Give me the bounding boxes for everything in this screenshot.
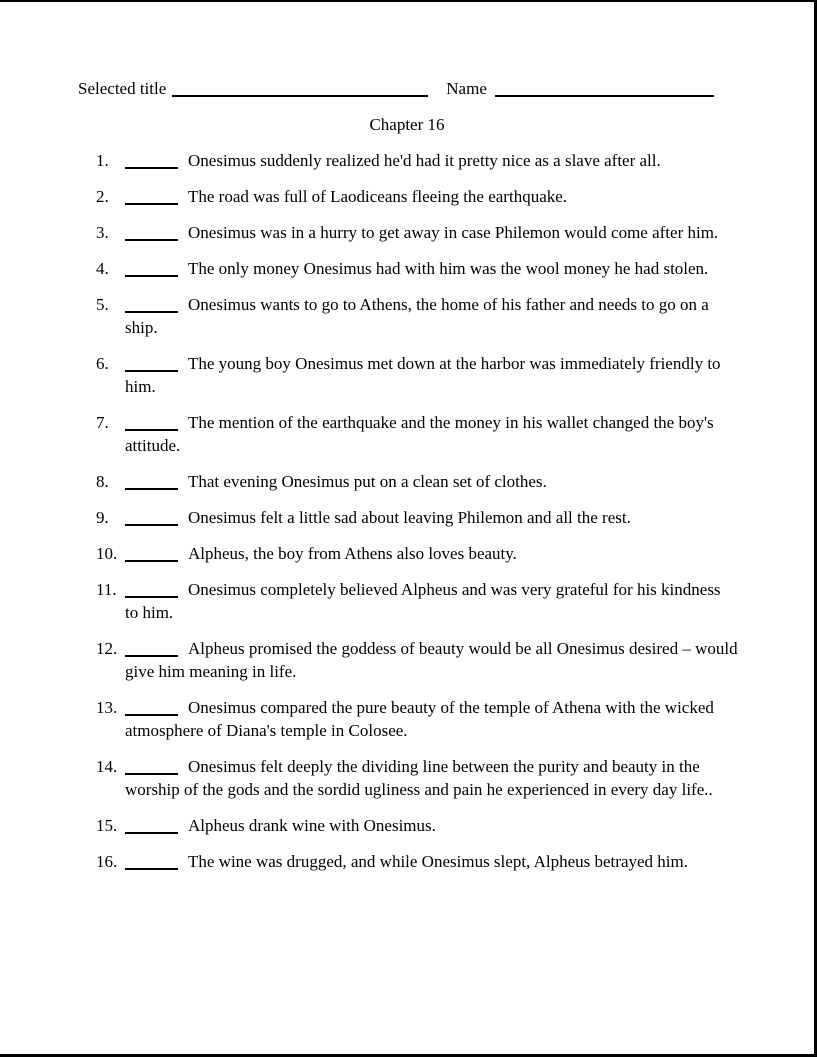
list-item [96,850,738,873]
item-number: 8. [96,472,109,491]
item-number: 11. [96,580,117,599]
item-number: 10. [96,544,118,563]
chapter-title: Chapter 16 [369,115,445,134]
selected-title-blank[interactable] [172,80,428,97]
list-item [96,293,738,339]
item-number: 4. [96,259,109,278]
item-number: 1. [96,151,109,170]
item-statement: The road was full of Laodiceans fleeing the earthquake. [188,187,568,206]
answer-blank[interactable] [125,545,178,562]
item-statement: The mention of the earthquake and the money in his wallet changed the boy's attitude. [125,413,714,455]
answer-blank[interactable] [125,758,178,775]
answer-blank[interactable] [125,355,178,372]
answer-blank[interactable] [125,853,178,870]
item-statement: Alpheus drank wine with Onesimus. [188,816,436,835]
list-item [96,637,738,683]
item-statement: Alpheus promised the goddess of beauty would be all Onesimus desired – would give him meaning in life. [125,639,738,681]
answer-blank[interactable] [125,509,178,526]
list-item [96,185,738,208]
item-number: 3. [96,223,109,242]
answer-blank[interactable] [125,260,178,277]
item-statement: Alpheus, the boy from Athens also loves beauty. [188,544,517,563]
selected-title-label: Selected title [78,79,167,98]
list-item [96,221,738,244]
list-item [96,352,738,398]
list-item [96,755,738,801]
item-statement: Onesimus compared the pure beauty of the temple of Athena with the wicked atmosphere of Diana's temple in Colosee. [125,698,714,740]
answer-blank[interactable] [125,581,178,598]
item-statement: Onesimus completely believed Alpheus and was very grateful for his kindness to him. [125,580,721,622]
list-item [96,411,738,457]
answer-blank[interactable] [125,296,178,313]
answer-blank[interactable] [125,224,178,241]
item-number: 9. [96,508,109,527]
answer-blank[interactable] [125,817,178,834]
answer-blank[interactable] [125,188,178,205]
list-item [96,149,738,172]
answer-blank[interactable] [125,699,178,716]
item-number: 15. [96,816,118,835]
item-statement: The young boy Onesimus met down at the harbor was immediately friendly to him. [125,354,721,396]
list-item [96,470,738,493]
item-statement: Onesimus suddenly realized he'd had it pretty nice as a slave after all. [188,151,661,170]
item-number: 14. [96,757,118,776]
item-number: 5. [96,295,109,314]
list-item [96,578,738,624]
answer-blank[interactable] [125,473,178,490]
list-item [96,506,738,529]
list-item [96,814,738,837]
answer-blank[interactable] [125,414,178,431]
list-item [96,542,738,565]
item-number: 12. [96,639,118,658]
name-label: Name [446,79,487,98]
header-row [78,77,814,100]
item-statement: Onesimus felt a little sad about leaving Philemon and all the rest. [188,508,631,527]
item-statement: That evening Onesimus put on a clean set of clothes. [188,472,547,491]
item-statement: The only money Onesimus had with him was the wool money he had stolen. [188,259,709,278]
item-number: 2. [96,187,109,206]
answer-blank[interactable] [125,640,178,657]
item-number: 6. [96,354,109,373]
item-statement: Onesimus wants to go to Athens, the home of his father and needs to go on a ship. [125,295,709,337]
item-number: 13. [96,698,118,717]
items-list [0,149,814,873]
item-number: 7. [96,413,109,432]
item-statement: Onesimus was in a hurry to get away in case Philemon would come after him. [188,223,719,242]
answer-blank[interactable] [125,152,178,169]
list-item [96,696,738,742]
item-statement: Onesimus felt deeply the dividing line between the purity and beauty in the worship of the gods and the sordid ugliness and pain he experienced in every day life.. [125,757,713,799]
list-item [96,257,738,280]
item-statement: The wine was drugged, and while Onesimus slept, Alpheus betrayed him. [188,852,688,871]
name-blank[interactable] [495,80,714,97]
item-number: 16. [96,852,118,871]
